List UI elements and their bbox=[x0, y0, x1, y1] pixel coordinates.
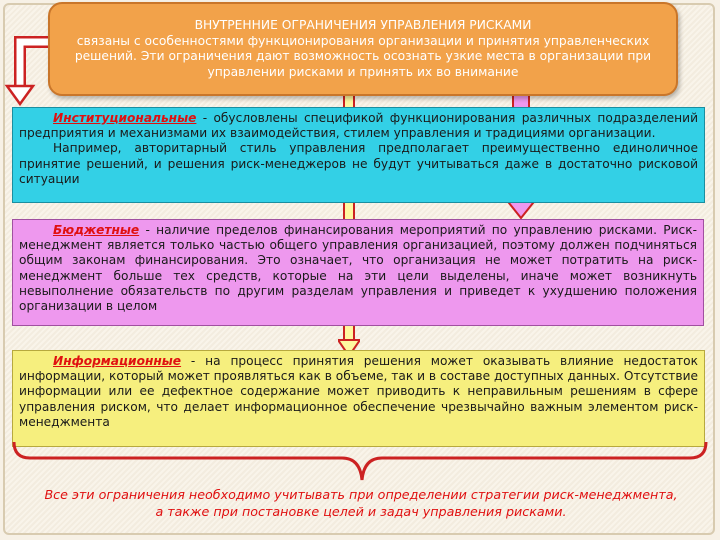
informational-paragraph bbox=[19, 354, 698, 430]
budget-text: - наличие пределов финансирования мероприятий по управлению рисками. Риск-менеджмент является только частью общего управления организацией, поэтому должен подчиняться общим законам финансирования. Это означает, что организация не может потратить на риск-менеджмент больше тех средств, которые на эти цели выделены, иначе может возникнуть невыполнение обязательств по другим разделам управления и приведет к ухудшению положения организации в целом bbox=[19, 223, 697, 314]
budget-box bbox=[12, 219, 704, 326]
curly-brace-icon bbox=[12, 440, 708, 486]
informational-term: Информационные bbox=[53, 354, 182, 368]
header-box bbox=[48, 2, 678, 96]
header-line-1: связаны с особенностями функционирования организации и принятия управленческих bbox=[76, 33, 650, 48]
institutional-term: Институциональные bbox=[53, 111, 197, 125]
informational-text: - на процесс принятия решения может оказывать влияние недостаток информации, который может проявляться как в объеме, так и в составе доступных данных. Отсутствие информации или ее дефектное содержание может приводить к неправильным решениям в сфере управления риском, что делает информационное обеспечение чрезвычайно важным элементом риск-менеджмента bbox=[19, 354, 699, 429]
footer-line-2: а также при постановке целей и задач управления рисками. bbox=[155, 504, 567, 519]
left-curved-arrow-icon bbox=[4, 34, 50, 108]
institutional-example: Например, авторитарный стиль управления предполагает преимущественно единоличное принятие решений, и решения риск-менеджеров не будут учитываться даже в достаточно рисковой ситуации bbox=[19, 141, 698, 186]
footer-note bbox=[18, 486, 704, 520]
footer-line-1: Все эти ограничения необходимо учитывать при определении стратегии риск-менеджмента, bbox=[44, 487, 678, 502]
header-line-2: решений. Эти ограничения дают возможность осознать узкие места в организации при bbox=[74, 49, 652, 63]
budget-paragraph bbox=[19, 223, 697, 314]
header-line-3: управлении рисками и принять их во внимание bbox=[207, 64, 519, 79]
institutional-paragraph bbox=[19, 111, 698, 141]
institutional-box bbox=[12, 107, 705, 203]
budget-term: Бюджетные bbox=[53, 223, 140, 237]
institutional-text: - обусловлены спецификой функционирования различных подразделений предприятия и механизмами их взаимодействия, стилем управления и традициями организации. bbox=[19, 111, 698, 141]
informational-box bbox=[12, 350, 705, 447]
header-title: ВНУТРЕННИЕ ОГРАНИЧЕНИЯ УПРАВЛЕНИЯ РИСКАМИ bbox=[194, 18, 532, 32]
